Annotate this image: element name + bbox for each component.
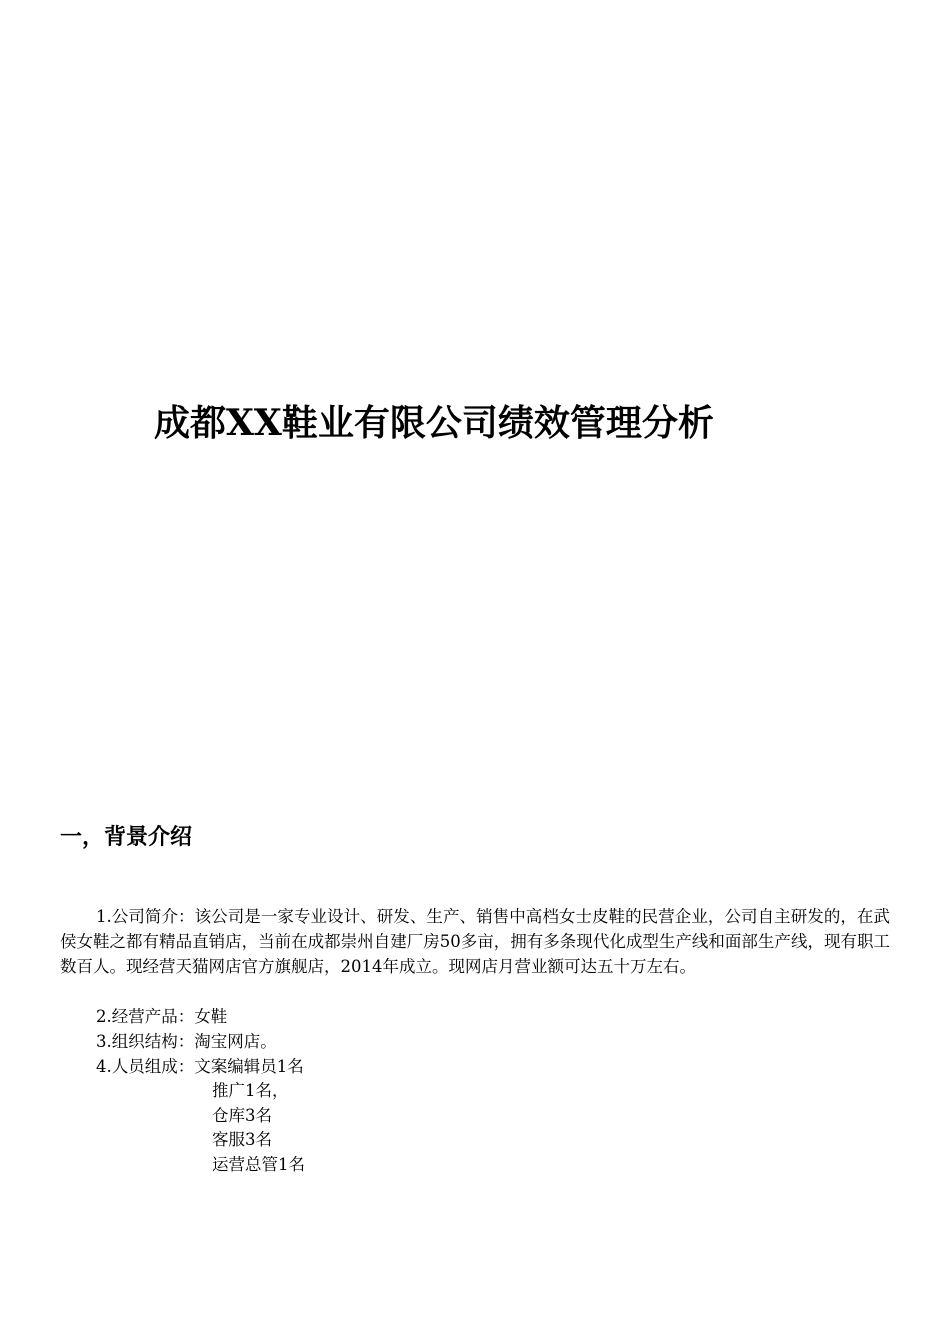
staff-item-operations-manager: 运营总管1名 bbox=[212, 1154, 305, 1174]
document-title: 成都XX鞋业有限公司绩效管理分析 bbox=[154, 402, 714, 444]
staff-item-promotion: 推广1名， bbox=[212, 1081, 289, 1100]
company-intro-paragraph: 1.公司简介：该公司是一家专业设计、研发、生产、销售中高档女士皮鞋的民营企业，公司自主研发的，在武侯女鞋之都有精品直销店，当前在成都崇州自建厂房50多亩，拥有多条现代化成型生产线和面部生产线，现有职工数百人。现经营天猫网店官方旗舰店，2014年成立。现网店月营业额可达五十万左右。 bbox=[60, 907, 890, 976]
staff-list bbox=[212, 1079, 305, 1177]
staff-item-customer-service: 客服3名 bbox=[212, 1130, 272, 1149]
section-heading-background: 一，背景介绍 bbox=[60, 825, 193, 850]
list-item-staff-composition: 4.人员组成：文案编辑员1名 bbox=[96, 1057, 304, 1076]
staff-item-warehouse: 仓库3名 bbox=[212, 1105, 272, 1125]
list-item-org-structure: 3.组织结构：淘宝网店。 bbox=[96, 1032, 277, 1051]
list-item-products: 2.经营产品：女鞋 bbox=[96, 1007, 228, 1026]
